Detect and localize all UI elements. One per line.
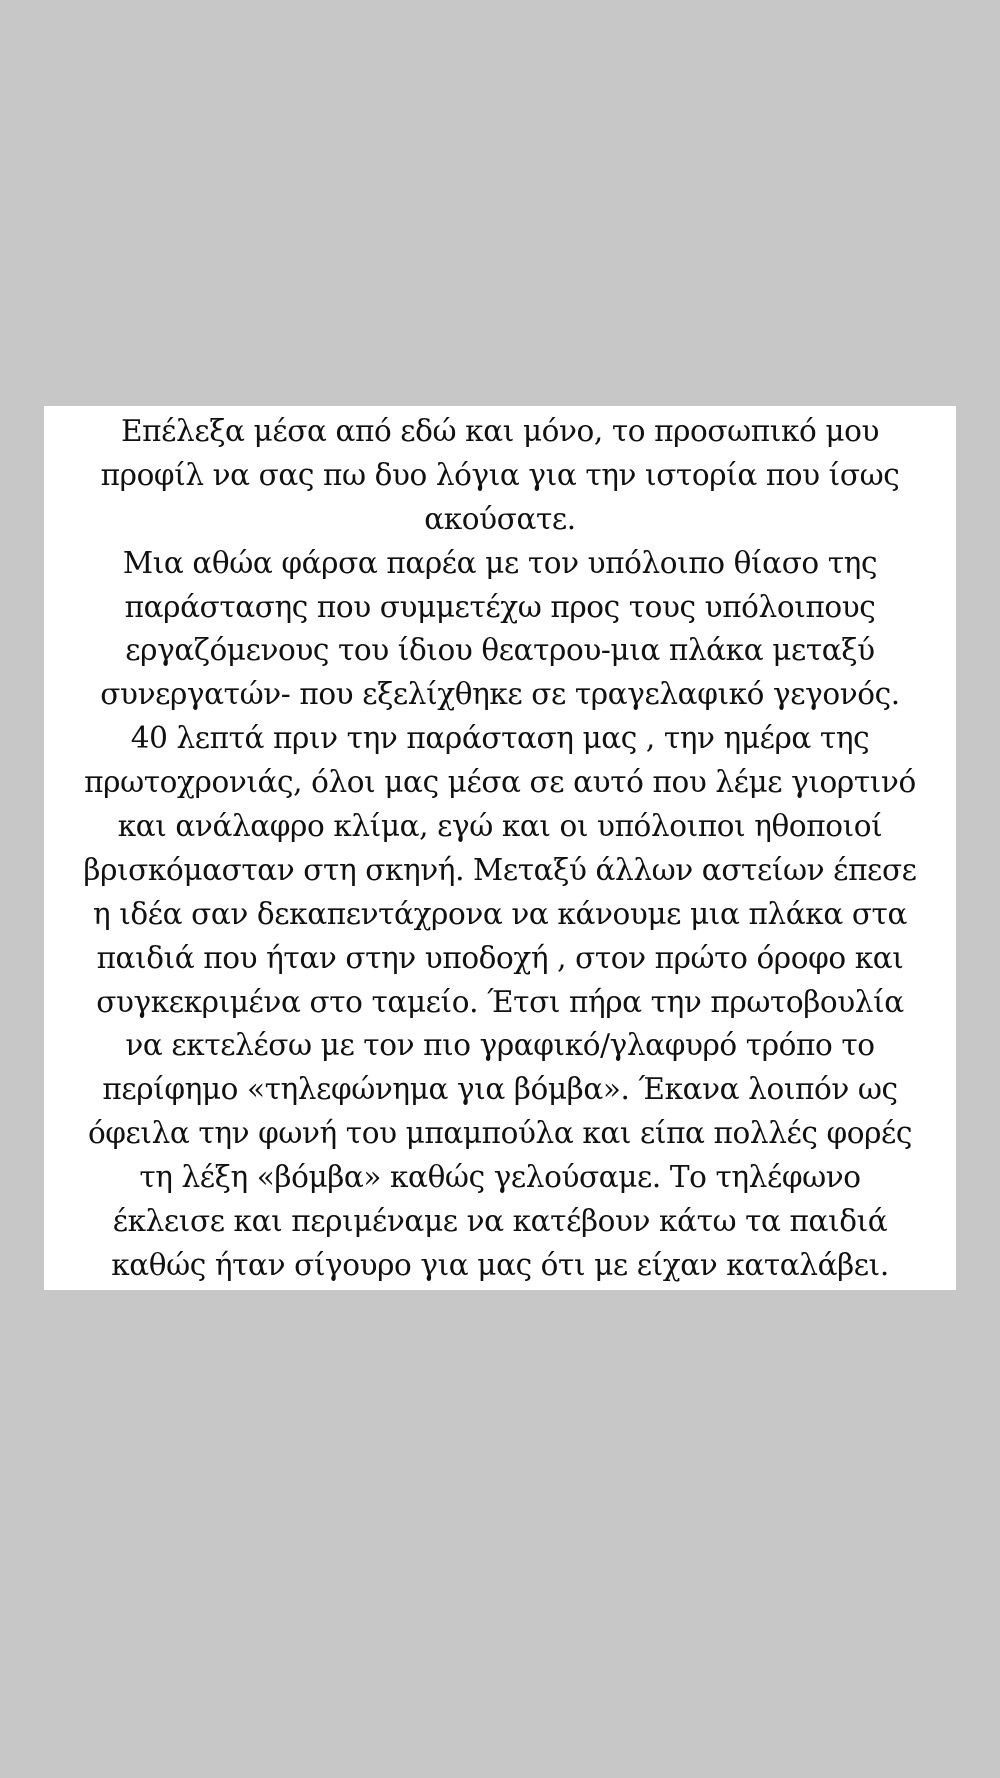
story-line-8: 40 λεπτά πριν την παράσταση μας , την ημέρα της [130, 721, 870, 756]
story-line-2: προφίλ να σας πω δυο λόγια για την ιστορία που ίσως [100, 457, 900, 492]
story-line-12: η ιδέα σαν δεκαπεντάχρονα να κάνουμε μια πλάκα στα [93, 896, 907, 931]
story-line-11: βρισκόμασταν στη σκηνή. Μεταξύ άλλων αστείων έπεσε [83, 852, 917, 887]
story-line-18: τη λέξη «βόμβα» καθώς γελούσαμε. Το τηλέφωνο [139, 1160, 861, 1195]
story-line-6: εργαζόμενους του ίδιου θεατρου-μια πλάκα μεταξύ [125, 633, 875, 668]
story-line-10: και ανάλαφρο κλίμα, εγώ και οι υπόλοιποι ηθοποιοί [117, 809, 883, 844]
story-line-1: Επέλεξα μέσα από εδώ και μόνο, το προσωπικό μου [121, 414, 879, 448]
story-line-7: συνεργατών- που εξελίχθηκε σε τραγελαφικό γεγονός. [100, 677, 900, 712]
story-line-4: Μια αθώα φάρσα παρέα με τον υπόλοιπο θίασο της [122, 545, 878, 580]
story-line-13: παιδιά που ήταν στην υποδοχή , στον πρώτο όροφο και [96, 940, 904, 975]
story-text-card [44, 406, 956, 1290]
story-line-19: έκλεισε και περιμέναμε να κατέβουν κάτω τα παιδιά [112, 1204, 888, 1239]
story-line-16: περίφημο «τηλεφώνημα για βόμβα». Έκανα λοιπόν ως [102, 1072, 898, 1107]
story-line-17: όφειλα την φωνή του μπαμπούλα και είπα πολλές φορές [87, 1116, 913, 1151]
story-line-20: καθώς ήταν σίγουρο για μας ότι με είχαν καταλάβει. [111, 1247, 889, 1282]
story-line-5: παράστασης που συμμετέχω προς τους υπόλοιπους [124, 589, 876, 624]
story-line-14: συγκεκριμένα στο ταμείο. Έτσι πήρα την πρωτοβουλία [96, 984, 904, 1019]
story-line-15: να εκτελέσω με τον πιο γραφικό/γλαφυρό τρόπο το [125, 1028, 875, 1063]
story-line-9: πρωτοχρονιάς, όλοι μας μέσα σε αυτό που λέμε γιορτινό [84, 765, 916, 800]
story-line-3: ακούσατε. [424, 501, 576, 536]
